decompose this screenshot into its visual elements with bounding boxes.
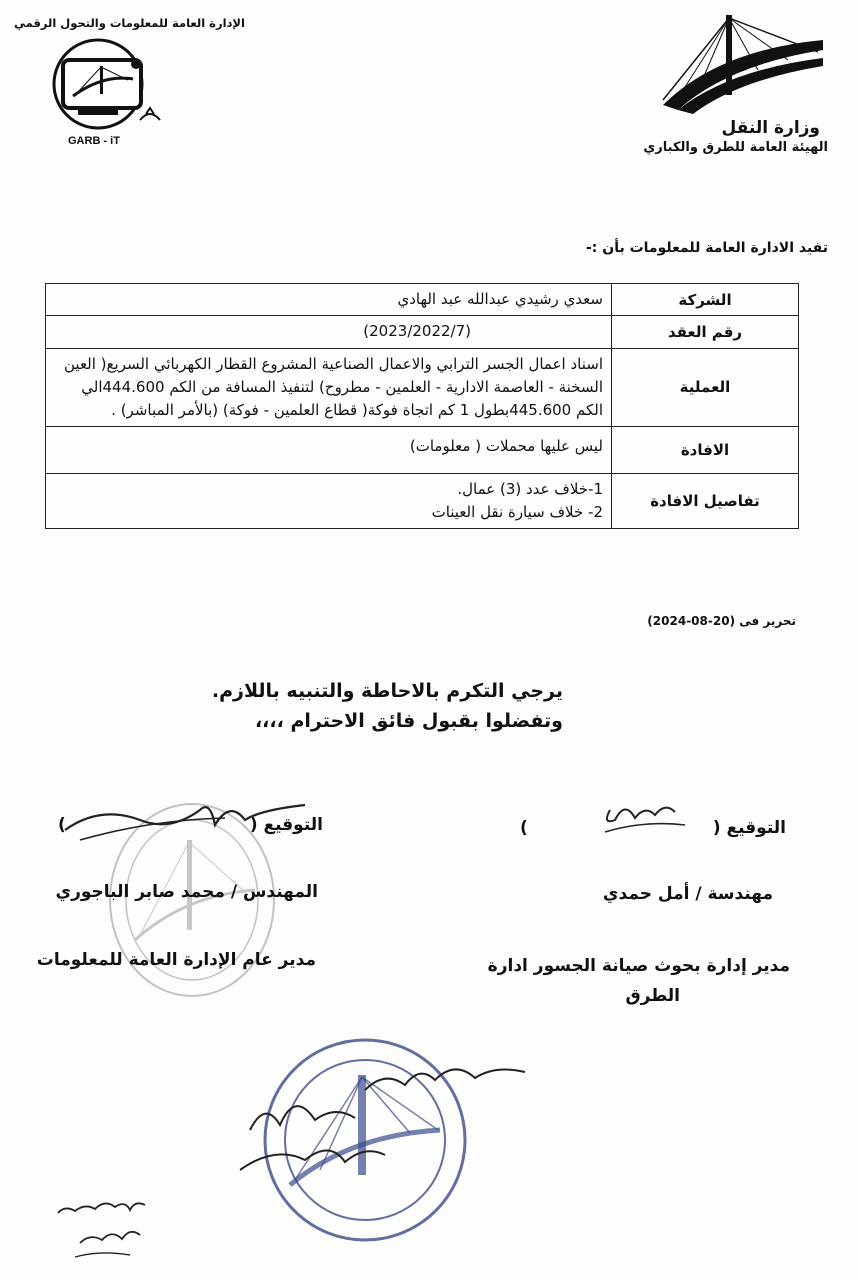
row-value: اسناد اعمال الجسر الترابي والاعمال الصناعية المشروع القطار الكهربائي السريع( العين السخنة - العاصمة الادارية - العلمين - مطروح) لتنفيذ المسافة من الكم 444.600الي الكم 445.600بطول 1 كم اتجاة فوكة( قطاع العلمين - فوكة) (بالأمر المباشر) .	[46, 348, 612, 427]
table-row	[46, 348, 799, 427]
table-row	[46, 473, 799, 529]
detail-line: 2- خلاف سيارة نقل العينات	[431, 502, 603, 521]
signature-scribble-icon	[600, 790, 690, 840]
it-logo-text: GARB - iT	[68, 135, 120, 147]
row-label: الافادة	[612, 427, 799, 473]
authority-name: الهيئة العامة للطرق والكباري	[643, 140, 828, 155]
right-signature-close: )	[520, 818, 528, 838]
row-label: رقم العقد	[612, 316, 799, 348]
handwritten-approval-icon	[235, 1050, 535, 1190]
it-department-name: الإدارة العامة للمعلومات والتحول الرقمي	[14, 16, 245, 30]
row-value: ليس عليها محملات ( معلومات)	[46, 427, 612, 473]
right-signer-title: مدير إدارة بحوث صيانة الجسور ادارة الطرق	[487, 956, 790, 1006]
monitor-bridge-icon	[28, 34, 178, 134]
row-value: (2023/2022/7)	[46, 316, 612, 348]
table-row	[46, 284, 799, 316]
detail-line: 1-خلاف عدد (3) عمال.	[457, 479, 603, 498]
closing-line-1: يرجي التكرم بالاحاطة والتنبيه باللازم.	[211, 680, 563, 702]
row-label: العملية	[612, 348, 799, 427]
signature-scribble-icon	[60, 790, 310, 850]
bridge-logo-icon	[658, 10, 828, 120]
right-signature-label: التوقيع (	[712, 818, 786, 838]
left-signer-title: مدير عام الإدارة العامة للمعلومات	[36, 950, 316, 970]
right-signer-name: مهندسة / أمل حمدي	[602, 884, 773, 904]
ministry-logo	[643, 10, 828, 160]
it-department-logo	[8, 12, 245, 147]
row-value	[46, 473, 612, 529]
left-signer-name: المهندس / محمد صابر الباجوري	[55, 882, 318, 902]
left-signature-label: التوقيع (	[249, 815, 323, 835]
ministry-name: وزارة النقل	[721, 118, 820, 138]
handwritten-review-note-icon	[50, 1195, 160, 1270]
closing-text	[212, 676, 563, 737]
table-row	[46, 427, 799, 473]
table-row	[46, 316, 799, 348]
info-table	[45, 283, 799, 529]
row-label: تفاصيل الافادة	[612, 473, 799, 529]
left-signature-close: )	[58, 815, 66, 835]
intro-text: تفيد الادارة العامة للمعلومات بأن :-	[585, 240, 828, 256]
closing-line-2: وتفضلوا بقبول فائق الاحترام ،،،،	[254, 710, 563, 733]
issue-date: تحرير فى (20-08-2024)	[647, 614, 796, 628]
row-value: سعدي رشيدي عبدالله عبد الهادي	[46, 284, 612, 316]
row-label: الشركة	[612, 284, 799, 316]
